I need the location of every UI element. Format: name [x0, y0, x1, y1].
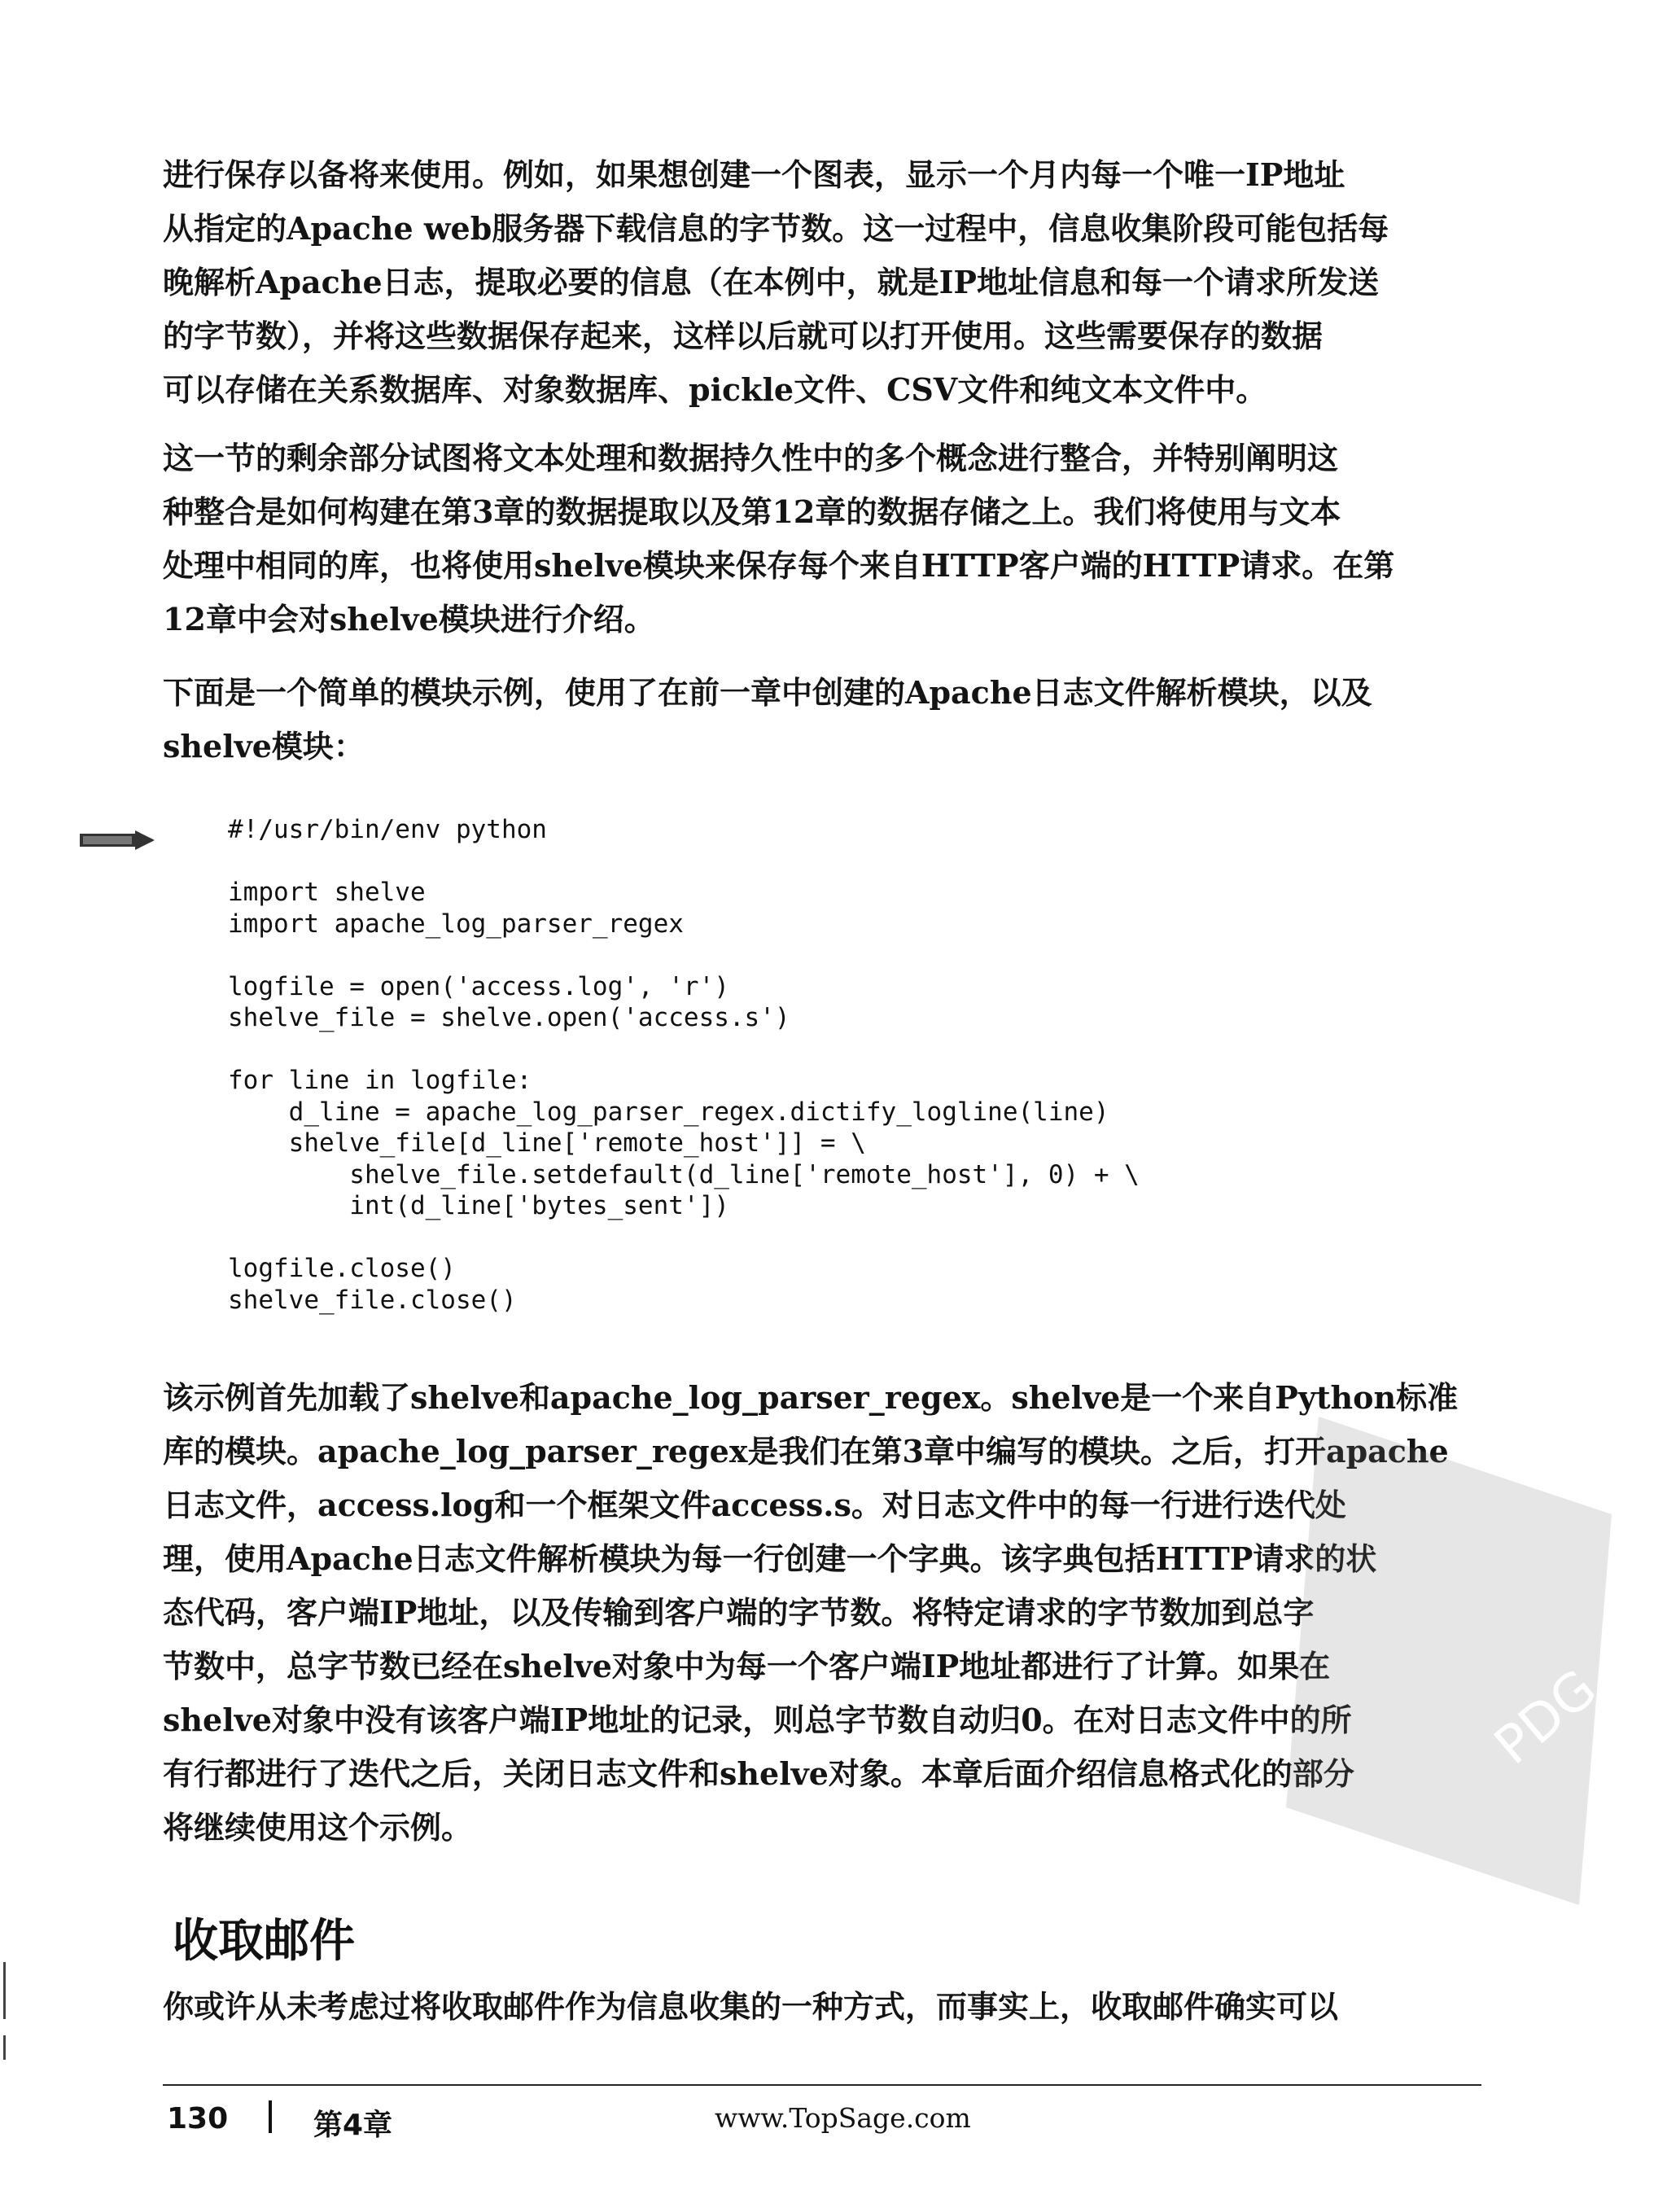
- paragraph-line: 态代码，客户端IP地址，以及传输到客户端的字节数。将特定请求的字节数加到总字: [163, 1594, 1315, 1631]
- paragraph-1: [163, 148, 1481, 417]
- paragraph-3: [163, 666, 1481, 773]
- paragraph-line: 该示例首先加载了shelve和apache_log_parser_regex。shelve是一个来自Python标准: [163, 1379, 1459, 1416]
- paragraph-line: 种整合是如何构建在第3章的数据提取以及第12章的数据存储之上。我们将使用与文本: [163, 493, 1341, 530]
- footer-rule: [163, 2084, 1481, 2086]
- watermark-text: PDG: [1483, 1658, 1608, 1777]
- paragraph-line: 处理中相同的库，也将使用shelve模块来保存每个来自HTTP客户端的HTTP请求。在第: [163, 547, 1395, 584]
- paragraph-line: 这一节的剩余部分试图将文本处理和数据持久性中的多个概念进行整合，并特别阐明这: [163, 440, 1339, 476]
- watermark-stamp: [1270, 1384, 1628, 1921]
- paragraph-line: 节数中，总字节数已经在shelve对象中为每一个客户端IP地址都进行了计算。如果在: [163, 1648, 1331, 1684]
- paragraph-line: 你或许从未考虑过将收取邮件作为信息收集的一种方式，而事实上，收取邮件确实可以: [163, 1988, 1339, 2025]
- paragraph-line: 库的模块。apache_log_parser_regex是我们在第3章中编写的模块。之后，打开apache: [163, 1433, 1449, 1470]
- paragraph-line: 日志文件，access.log和一个框架文件access.s。对日志文件中的每一行进行迭代处: [163, 1487, 1346, 1523]
- paragraph-line: shelve对象中没有该客户端IP地址的记录，则总字节数自动归0。在对日志文件中的所: [163, 1702, 1352, 1738]
- paragraph-line: 进行保存以备将来使用。例如，如果想创建一个图表，显示一个月内每一个唯一IP地址: [163, 156, 1345, 193]
- footer-chapter: 第4章: [313, 2109, 393, 2142]
- margin-mark: [3, 2035, 6, 2060]
- paragraph-line: shelve模块：: [163, 728, 365, 764]
- paragraph-line: 有行都进行了迭代之后，关闭日志文件和shelve对象。本章后面介绍信息格式化的部分: [163, 1755, 1354, 1792]
- paragraph-5: [163, 1980, 1481, 2034]
- footer-page-number: 130: [167, 2102, 229, 2135]
- paragraph-line: 12章中会对shelve模块进行介绍。: [163, 601, 655, 637]
- paragraph-line: 下面是一个简单的模块示例，使用了在前一章中创建的Apache日志文件解析模块，以及: [163, 674, 1372, 711]
- paragraph-line: 将继续使用这个示例。: [163, 1809, 473, 1846]
- paragraph-line: 的字节数），并将这些数据保存起来，这样以后就可以打开使用。这些需要保存的数据: [163, 318, 1324, 354]
- section-heading: 收取邮件: [173, 1915, 355, 1968]
- footer-url: www.TopSage.com: [715, 2102, 971, 2134]
- paragraph-2: [163, 431, 1481, 646]
- paragraph-line: 晚解析Apache日志，提取必要的信息（在本例中，就是IP地址信息和每一个请求所发送: [163, 264, 1379, 300]
- margin-arrow-icon: [80, 830, 155, 850]
- footer-separator: [269, 2100, 272, 2133]
- paragraph-line: 可以存储在关系数据库、对象数据库、pickle文件、CSV文件和纯文本文件中。: [163, 371, 1267, 408]
- paragraph-line: 理，使用Apache日志文件解析模块为每一行创建一个字典。该字典包括HTTP请求的状: [163, 1540, 1377, 1577]
- margin-mark: [3, 1962, 6, 2019]
- code-listing: #!/usr/bin/env python import shelve import apache_log_parser_regex logfile = open('access.log', 'r') shelve_file = shelve.open('access.s') for line in logfile: d_line = apache_log_parser_regex.dictify_logline(line) shelve_file[d_line['remote_host']] = \ shelve_file.setdefault(d_line['remote_host'], 0) + \ int(d_line['bytes_sent']) logfile.close() shelve_file.close(): [228, 815, 1140, 1315]
- paragraph-line: 从指定的Apache web服务器下载信息的字节数。这一过程中，信息收集阶段可能包括每: [163, 210, 1389, 247]
